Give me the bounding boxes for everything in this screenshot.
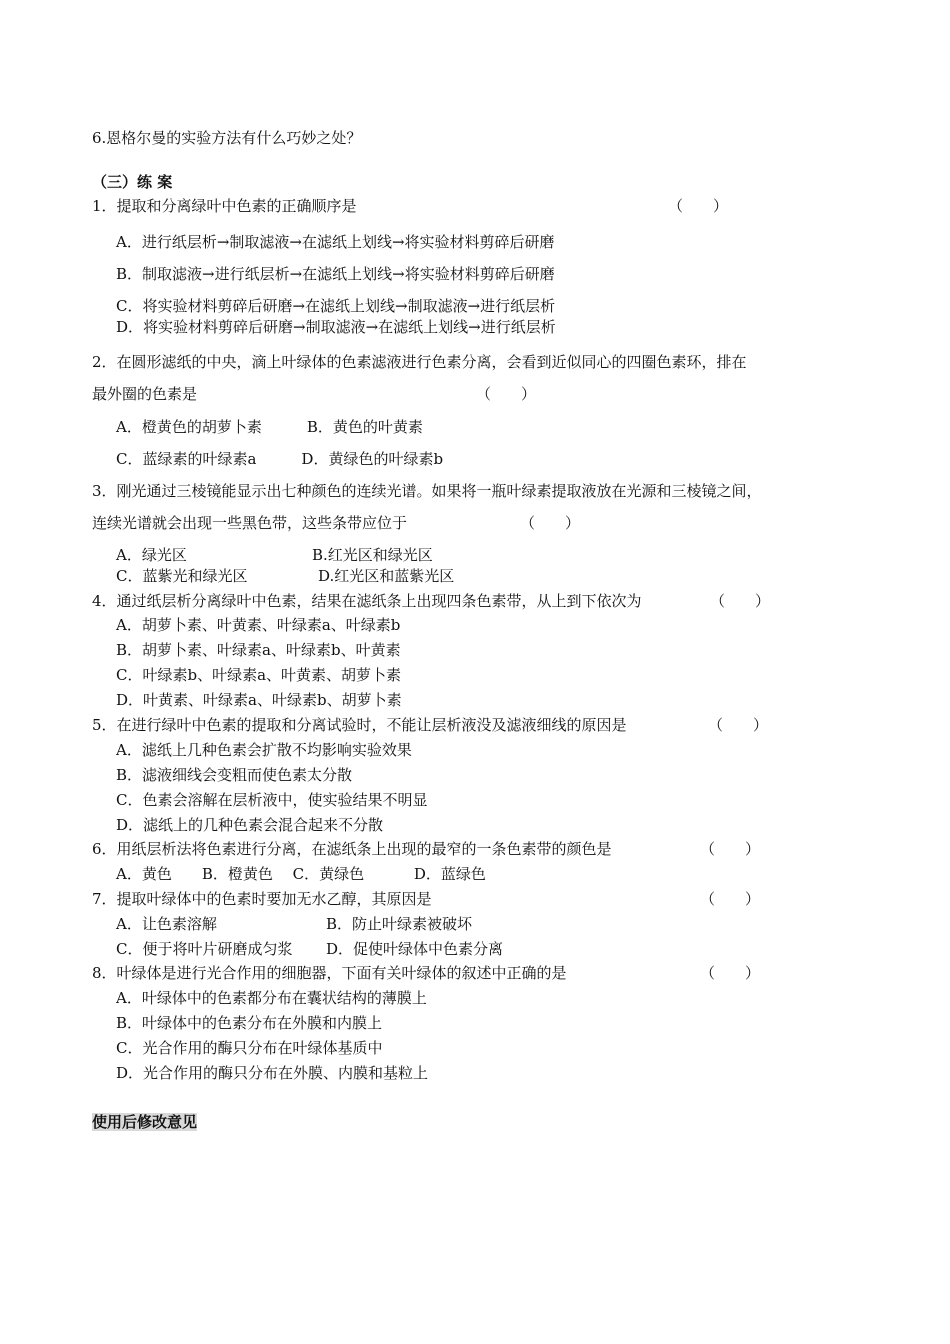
q2-stem: 2．在圆形滤纸的中央，滴上叶绿体的色素滤液进行色素分离，会看到近似同心的四圈色素环，排在 [92, 353, 747, 371]
q2-option-ab: A．橙黄色的胡萝卜素 B．黄色的叶黄素 [116, 418, 423, 436]
q7-stem: 7．提取叶绿体中的色素时要加无水乙醇，其原因是 [92, 890, 432, 908]
q6-stem: 6．用纸层析法将色素进行分离，在滤纸条上出现的最窄的一条色素带的颜色是 [92, 840, 612, 858]
q1-option-a: A．进行纸层析→制取滤液→在滤纸上划线→将实验材料剪碎后研磨 [116, 233, 555, 251]
q4-option-b: B．胡萝卜素、叶绿素a、叶绿素b、叶黄素 [116, 641, 401, 659]
q2-stem-cont: 最外圈的色素是 [92, 385, 198, 403]
q8-option-c: C．光合作用的酶只分布在叶绿体基质中 [116, 1039, 383, 1057]
q4-answer-blank[interactable]: （ ） [710, 592, 771, 610]
q7-option-c: C．便于将叶片研磨成匀浆 [116, 940, 293, 958]
q8-stem: 8．叶绿体是进行光合作用的细胞器，下面有关叶绿体的叙述中正确的是 [92, 964, 567, 982]
q4-stem: 4．通过纸层析分离绿叶中色素，结果在滤纸条上出现四条色素带，从上到下依次为 [92, 592, 642, 610]
q1-option-d: D．将实验材料剪碎后研磨→制取滤液→在滤纸上划线→进行纸层析 [116, 318, 556, 336]
q1-option-c: C．将实验材料剪碎后研磨→在滤纸上划线→制取滤液→进行纸层析 [116, 297, 556, 315]
q3-option-b: B.红光区和绿光区 [312, 546, 433, 564]
q5-stem: 5．在进行绿叶中色素的提取和分离试验时，不能让层析液没及滤液细线的原因是 [92, 716, 627, 734]
q5-option-d: D．滤纸上的几种色素会混合起来不分散 [116, 816, 384, 834]
q4-option-d: D．叶黄素、叶绿素a、叶绿素b、胡萝卜素 [116, 691, 402, 709]
q5-option-b: B．滤液细线会变粗而使色素太分散 [116, 766, 353, 784]
q3-option-c: C．蓝紫光和绿光区 [116, 567, 248, 585]
q7-option-b: B．防止叶绿素被破坏 [326, 915, 473, 933]
q1-stem: 1．提取和分离绿叶中色素的正确顺序是 [92, 197, 357, 215]
q5-option-a: A．滤纸上几种色素会扩散不均影响实验效果 [116, 741, 412, 759]
q7-option-d: D．促使叶绿体中色素分离 [326, 940, 504, 958]
q4-option-c: C．叶绿素b、叶绿素a、叶黄素、胡萝卜素 [116, 666, 402, 684]
q8-option-a: A．叶绿体中的色素都分布在囊状结构的薄膜上 [116, 989, 427, 1007]
q1-option-b: B．制取滤液→进行纸层析→在滤纸上划线→将实验材料剪碎后研磨 [116, 265, 555, 283]
q6-answer-blank[interactable]: （ ） [700, 840, 761, 858]
q3-stem: 3．刚光通过三棱镜能显示出七种颜色的连续光谱。如果将一瓶叶绿素提取液放在光源和三棱镜之间， [92, 482, 762, 500]
intro-question: 6.恩格尔曼的实验方法有什么巧妙之处？ [92, 129, 362, 147]
q4-option-a: A．胡萝卜素、叶黄素、叶绿素a、叶绿素b [116, 616, 401, 634]
revision-notes-heading-text: 使用后修改意见 [92, 1113, 198, 1131]
q3-stem-cont: 连续光谱就会出现一些黑色带，这些条带应位于 [92, 514, 408, 532]
q8-answer-blank[interactable]: （ ） [700, 964, 761, 982]
q8-option-b: B．叶绿体中的色素分布在外膜和内膜上 [116, 1014, 383, 1032]
q2-option-cd: C．蓝绿素的叶绿素a D．黄绿色的叶绿素b [116, 450, 444, 468]
q3-option-a: A．绿光区 [116, 546, 187, 564]
q2-answer-blank[interactable]: （ ） [476, 385, 537, 403]
q3-option-d: D.红光区和蓝紫光区 [318, 567, 455, 585]
q5-answer-blank[interactable]: （ ） [708, 716, 769, 734]
q1-answer-blank[interactable]: （ ） [668, 197, 729, 215]
q8-option-d: D．光合作用的酶只分布在外膜、内膜和基粒上 [116, 1064, 429, 1082]
revision-notes-heading [92, 1112, 197, 1132]
q7-answer-blank[interactable]: （ ） [700, 890, 761, 908]
q7-option-a: A．让色素溶解 [116, 915, 217, 933]
q6-options: A．黄色 B．橙黄色 C．黄绿色 D．蓝绿色 [116, 865, 486, 883]
section-heading: （三）练 案 [92, 173, 173, 191]
q5-option-c: C．色素会溶解在层析液中，使实验结果不明显 [116, 791, 428, 809]
q3-answer-blank[interactable]: （ ） [520, 514, 581, 532]
